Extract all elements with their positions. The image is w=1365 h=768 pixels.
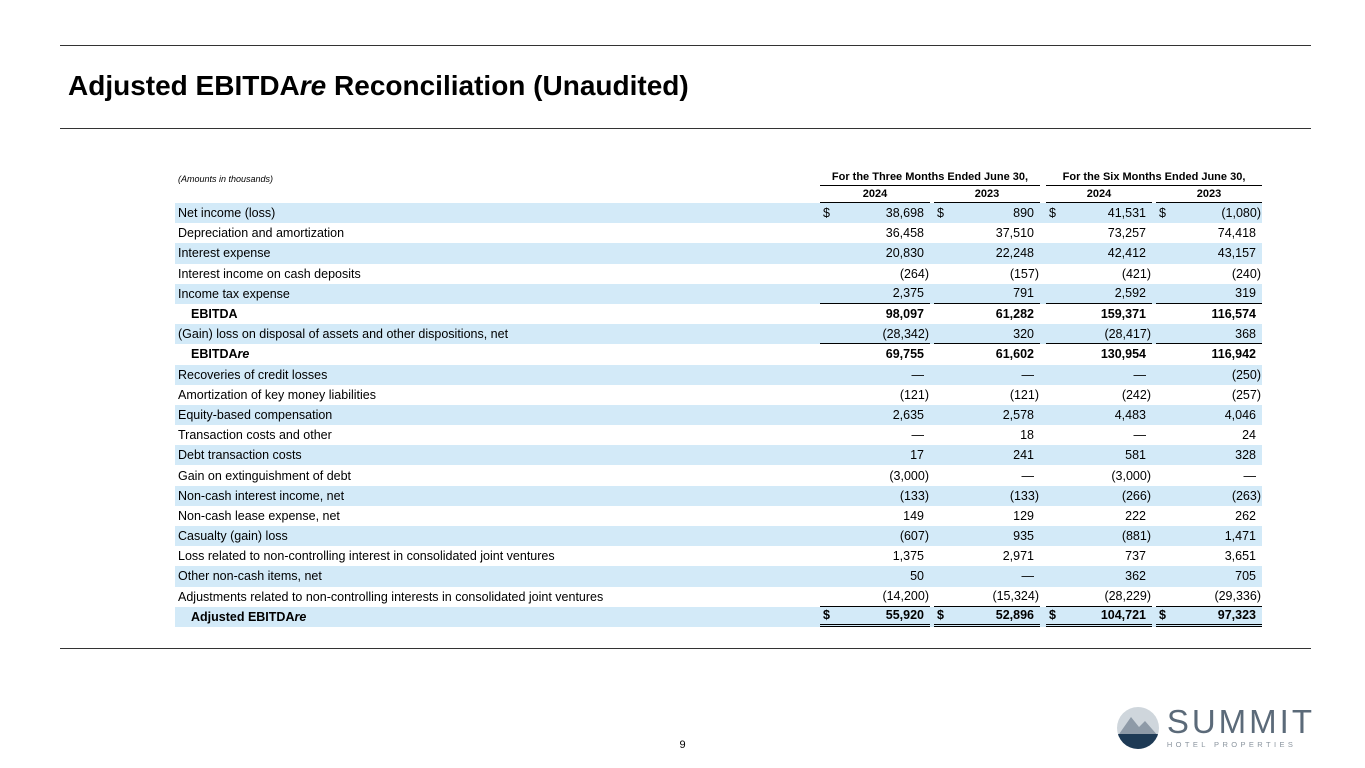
row-value-cell (934, 465, 1040, 485)
cell-value: — (1133, 428, 1146, 443)
row-value-cell (1156, 486, 1262, 506)
row-value-cell (1046, 344, 1152, 364)
dollar-sign: $ (1049, 206, 1056, 221)
cell-value: 43,157 (1217, 246, 1256, 261)
row-value-cell (934, 264, 1040, 284)
cell-value: 42,412 (1107, 246, 1146, 261)
col-group-three-months: For the Three Months Ended June 30, (820, 171, 1040, 186)
cell-value: — (1243, 468, 1256, 483)
cell-value: 262 (1235, 508, 1256, 523)
row-label: Interest expense (178, 246, 271, 261)
row-value-cell (1046, 203, 1152, 223)
table-row (175, 607, 1262, 627)
dollar-sign: $ (1159, 608, 1166, 623)
year-column-header: 2024 (1046, 188, 1152, 203)
summit-logo-icon (1116, 706, 1160, 750)
row-value-cell (1046, 587, 1152, 607)
row-value-cell (1046, 324, 1152, 344)
row-value-cell (1046, 385, 1152, 405)
row-label: EBITDAre (191, 347, 250, 362)
page-number: 9 (679, 739, 686, 751)
row-label: EBITDA (191, 307, 238, 322)
row-value-cell (934, 243, 1040, 263)
cell-value: 20,830 (885, 246, 924, 261)
year-column-header: 2023 (934, 188, 1040, 203)
cell-value: (881) (1121, 529, 1151, 544)
row-value-cell (1046, 304, 1152, 324)
cell-value: 104,721 (1100, 608, 1146, 623)
dollar-sign: $ (937, 608, 944, 623)
cell-value: 116,574 (1211, 307, 1256, 322)
cell-value: (133) (899, 488, 929, 503)
row-value-cell (1046, 405, 1152, 425)
row-value-cell (1156, 526, 1262, 546)
cell-value: 38,698 (885, 206, 924, 221)
cell-value: (121) (899, 387, 929, 402)
cell-value: 2,635 (892, 407, 924, 422)
top-rule (60, 45, 1311, 46)
row-label: Casualty (gain) loss (178, 529, 288, 544)
dollar-sign: $ (1159, 206, 1166, 221)
logo-tagline-text: HOTEL PROPERTIES (1166, 740, 1297, 749)
row-label: Net income (loss) (178, 206, 276, 221)
row-label: Interest income on cash deposits (178, 266, 361, 281)
title-suffix: Reconciliation (Unaudited) (326, 70, 689, 101)
header-spacer (175, 188, 820, 203)
table-row (175, 425, 1262, 445)
row-value-cell (820, 284, 930, 304)
cell-value: (14,200) (882, 589, 929, 604)
cell-value: 130,954 (1100, 347, 1146, 362)
row-label: Recoveries of credit losses (178, 367, 328, 382)
cell-value: — (1133, 367, 1146, 382)
row-value-cell (1156, 365, 1262, 385)
cell-value: 61,602 (995, 347, 1034, 362)
cell-value: 791 (1013, 286, 1034, 301)
cell-value: 4,483 (1114, 407, 1146, 422)
row-value-cell (820, 486, 930, 506)
row-value-cell (1156, 344, 1262, 364)
table-row (175, 526, 1262, 546)
row-value-cell (820, 304, 930, 324)
row-value-cell (820, 365, 930, 385)
cell-value: (1,080) (1221, 206, 1261, 221)
amounts-note: (Amounts in thousands) (178, 174, 274, 184)
cell-value: (28,229) (1104, 589, 1151, 604)
cell-value: 17 (910, 448, 924, 463)
cell-value: 18 (1020, 428, 1034, 443)
table-row (175, 385, 1262, 405)
row-value-cell (820, 607, 930, 627)
cell-value: — (911, 428, 924, 443)
cell-value: 737 (1125, 549, 1146, 564)
row-value-cell (1046, 264, 1152, 284)
row-value-cell (820, 243, 930, 263)
row-label: Other non-cash items, net (178, 569, 322, 584)
row-value-cell (934, 607, 1040, 627)
cell-value: (28,342) (882, 326, 929, 341)
row-value-cell (934, 587, 1040, 607)
row-value-cell (1156, 587, 1262, 607)
cell-value: (607) (899, 529, 929, 544)
row-value-cell (1046, 243, 1152, 263)
row-value-cell (820, 264, 930, 284)
row-value-cell (820, 465, 930, 485)
row-label: Income tax expense (178, 286, 290, 301)
dollar-sign: $ (823, 608, 830, 623)
cell-value: 2,375 (892, 286, 924, 301)
cell-value: (242) (1121, 387, 1151, 402)
row-value-cell (934, 203, 1040, 223)
row-label: (Gain) loss on disposal of assets and other dispositions, net (178, 327, 509, 342)
cell-value: 22,248 (995, 246, 1034, 261)
row-value-cell (1046, 365, 1152, 385)
table-row (175, 405, 1262, 425)
row-label: Gain on extinguishment of debt (178, 468, 352, 483)
row-value-cell (820, 566, 930, 586)
cell-value: 116,942 (1211, 347, 1256, 362)
row-value-cell (1156, 304, 1262, 324)
row-label: Debt transaction costs (178, 448, 302, 463)
header-spacer (175, 166, 820, 186)
row-value-cell (1046, 465, 1152, 485)
cell-value: 890 (1013, 206, 1034, 221)
row-value-cell (1046, 284, 1152, 304)
table-row (175, 506, 1262, 526)
row-value-cell (934, 284, 1040, 304)
cell-value: 368 (1235, 326, 1256, 341)
cell-value: — (1021, 367, 1034, 382)
table-row (175, 365, 1262, 385)
cell-value: 61,282 (995, 307, 1034, 322)
row-value-cell (820, 223, 930, 243)
row-value-cell (1156, 324, 1262, 344)
cell-value: (157) (1009, 266, 1039, 281)
cell-value: 37,510 (995, 226, 1034, 241)
table-row (175, 344, 1262, 364)
cell-value: (15,324) (992, 589, 1039, 604)
cell-value: 705 (1235, 569, 1256, 584)
table-header-years (175, 188, 1262, 203)
cell-value: 97,323 (1217, 608, 1256, 623)
page-title (68, 70, 689, 102)
row-value-cell (1046, 425, 1152, 445)
logo-text (1166, 703, 1315, 749)
table-body (175, 203, 1262, 627)
summit-logo (1116, 703, 1315, 750)
row-value-cell (934, 365, 1040, 385)
row-value-cell (1156, 405, 1262, 425)
row-value-cell (820, 324, 930, 344)
cell-value: 3,651 (1224, 549, 1256, 564)
row-value-cell (934, 506, 1040, 526)
cell-value: 4,046 (1224, 407, 1256, 422)
row-label: Adjusted EBITDAre (191, 609, 307, 624)
cell-value: (28,417) (1104, 326, 1151, 341)
row-value-cell (820, 405, 930, 425)
row-value-cell (1046, 486, 1152, 506)
cell-value: (264) (899, 266, 929, 281)
row-value-cell (1046, 566, 1152, 586)
cell-value: (121) (1009, 387, 1039, 402)
cell-value: 362 (1125, 569, 1146, 584)
row-value-cell (820, 203, 930, 223)
row-value-cell (1156, 243, 1262, 263)
row-value-cell (934, 304, 1040, 324)
cell-value: 2,578 (1002, 407, 1034, 422)
row-label: Depreciation and amortization (178, 226, 345, 241)
cell-value: 2,971 (1002, 549, 1034, 564)
row-value-cell (934, 385, 1040, 405)
cell-value: — (911, 367, 924, 382)
dollar-sign: $ (823, 206, 830, 221)
row-value-cell (934, 526, 1040, 546)
row-value-cell (934, 324, 1040, 344)
row-value-cell (1046, 445, 1152, 465)
cell-value: 320 (1013, 326, 1034, 341)
title-text: Adjusted EBITDA (68, 70, 300, 101)
cell-value: (133) (1009, 488, 1039, 503)
table-row (175, 546, 1262, 566)
row-value-cell (820, 385, 930, 405)
table-row (175, 465, 1262, 485)
row-value-cell (820, 526, 930, 546)
cell-value: — (1021, 569, 1034, 584)
row-value-cell (820, 506, 930, 526)
row-label: Non-cash interest income, net (178, 488, 345, 503)
cell-value: 36,458 (885, 226, 924, 241)
table-row (175, 486, 1262, 506)
year-column-header: 2024 (820, 188, 930, 203)
row-value-cell (1156, 445, 1262, 465)
cell-value: 50 (910, 569, 924, 584)
cell-value: (250) (1231, 367, 1261, 382)
row-value-cell (820, 445, 930, 465)
row-value-cell (1046, 526, 1152, 546)
row-label: Amortization of key money liabilities (178, 387, 376, 402)
cell-value: 1,375 (892, 549, 924, 564)
table-row (175, 223, 1262, 243)
row-value-cell (934, 344, 1040, 364)
cell-value: (257) (1231, 387, 1261, 402)
cell-value: 328 (1235, 448, 1256, 463)
row-value-cell (1156, 284, 1262, 304)
cell-value: (3,000) (1111, 468, 1151, 483)
row-value-cell (1156, 566, 1262, 586)
row-value-cell (1156, 465, 1262, 485)
cell-value: 98,097 (885, 307, 924, 322)
year-column-header: 2023 (1156, 188, 1262, 203)
row-value-cell (820, 425, 930, 445)
table-row (175, 284, 1262, 304)
col-group-six-months: For the Six Months Ended June 30, (1046, 171, 1262, 186)
row-value-cell (1046, 506, 1152, 526)
row-value-cell (820, 546, 930, 566)
row-value-cell (820, 344, 930, 364)
cell-value: 241 (1013, 448, 1034, 463)
table-header-groups (175, 166, 1262, 186)
row-value-cell (934, 486, 1040, 506)
table-row (175, 304, 1262, 324)
row-value-cell (934, 425, 1040, 445)
row-label: Non-cash lease expense, net (178, 508, 340, 523)
cell-value: 73,257 (1107, 226, 1146, 241)
table-row (175, 264, 1262, 284)
row-value-cell (820, 587, 930, 607)
row-value-cell (1156, 385, 1262, 405)
row-value-cell (1046, 607, 1152, 627)
row-value-cell (934, 546, 1040, 566)
reconciliation-table (175, 166, 1262, 627)
row-value-cell (1156, 607, 1262, 627)
cell-value: (266) (1121, 488, 1151, 503)
cell-value: (263) (1231, 488, 1261, 503)
row-value-cell (1156, 425, 1262, 445)
row-value-cell (1156, 223, 1262, 243)
table-row (175, 203, 1262, 223)
cell-value: 52,896 (995, 608, 1034, 623)
cell-value: 69,755 (885, 347, 924, 362)
logo-brand-text: SUMMIT (1166, 703, 1315, 740)
row-value-cell (1156, 203, 1262, 223)
table-row (175, 445, 1262, 465)
row-label: Equity-based compensation (178, 407, 333, 422)
cell-value: 129 (1013, 508, 1034, 523)
row-label: Transaction costs and other (178, 428, 332, 443)
cell-value: (29,336) (1214, 589, 1261, 604)
cell-value: 935 (1013, 529, 1034, 544)
cell-value: 1,471 (1224, 529, 1256, 544)
cell-value: 24 (1242, 428, 1256, 443)
cell-value: — (1021, 468, 1034, 483)
row-label: Loss related to non-controlling interest in consolidated joint ventures (178, 549, 555, 564)
row-value-cell (934, 223, 1040, 243)
cell-value: 222 (1125, 508, 1146, 523)
row-value-cell (1156, 506, 1262, 526)
cell-value: (3,000) (889, 468, 929, 483)
row-value-cell (1156, 546, 1262, 566)
table-row (175, 566, 1262, 586)
cell-value: 55,920 (885, 608, 924, 623)
title-italic-re: re (299, 70, 327, 101)
dollar-sign: $ (1049, 608, 1056, 623)
row-value-cell (1046, 546, 1152, 566)
dollar-sign: $ (937, 206, 944, 221)
row-value-cell (1156, 264, 1262, 284)
row-value-cell (934, 405, 1040, 425)
bottom-rule (60, 648, 1311, 649)
cell-value: 74,418 (1217, 226, 1256, 241)
cell-value: 581 (1125, 448, 1146, 463)
table-row (175, 587, 1262, 607)
row-value-cell (934, 445, 1040, 465)
cell-value: 159,371 (1100, 307, 1146, 322)
cell-value: (240) (1231, 266, 1261, 281)
title-rule (60, 128, 1311, 129)
cell-value: 41,531 (1107, 206, 1146, 221)
row-value-cell (1046, 223, 1152, 243)
row-label: Adjustments related to non-controlling interests in consolidated joint ventures (178, 589, 604, 604)
cell-value: 2,592 (1114, 286, 1146, 301)
cell-value: 149 (903, 508, 924, 523)
cell-value: (421) (1121, 266, 1151, 281)
table-row (175, 243, 1262, 263)
cell-value: 319 (1235, 286, 1256, 301)
row-value-cell (934, 566, 1040, 586)
table-row (175, 324, 1262, 344)
